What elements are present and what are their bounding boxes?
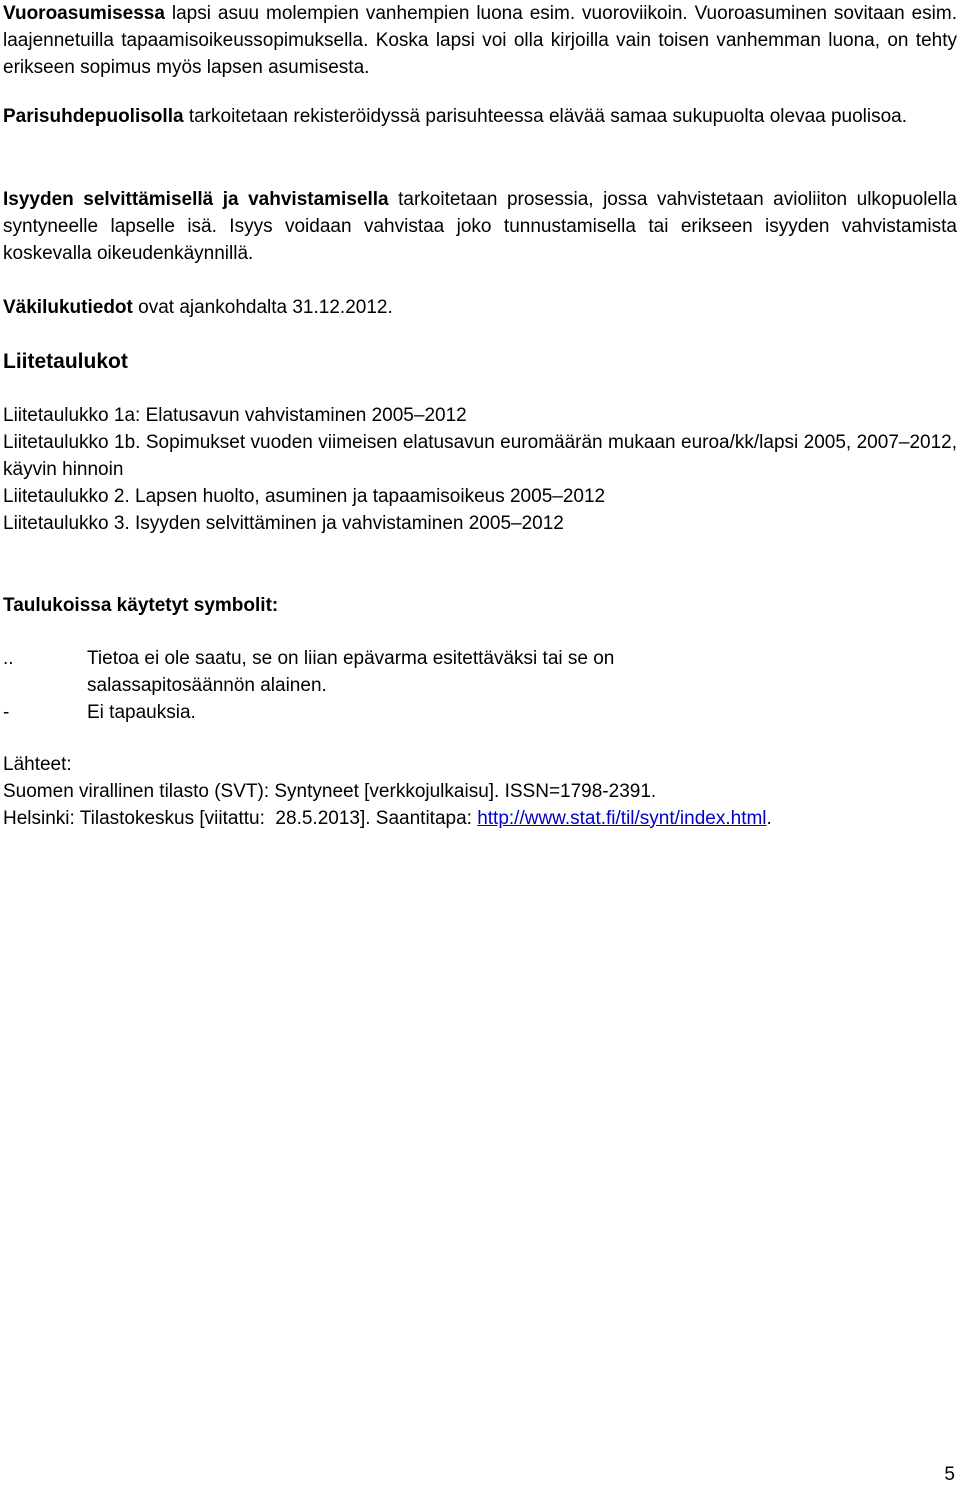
- term-parisuhdepuolisolla: Parisuhdepuolisolla: [3, 106, 184, 127]
- definition-vakiluku: [3, 294, 957, 321]
- definition-text: ovat ajankohdalta 31.12.2012.: [132, 297, 393, 318]
- appendix-item-3: Liitetaulukko 3. Isyyden selvittäminen ja vahvistaminen 2005–2012: [3, 513, 564, 534]
- appendix-table-list: [3, 402, 957, 537]
- source-url-link[interactable]: http://www.stat.fi/til/synt/index.html: [477, 808, 767, 829]
- appendix-heading: Liitetaulukot: [3, 350, 128, 373]
- sources-line-2-prefix: Helsinki: Tilastokeskus [viitattu: 28.5.2013]. Saantitapa:: [3, 808, 478, 829]
- appendix-item-1a: Liitetaulukko 1a: Elatusavun vahvistaminen 2005–2012: [3, 405, 467, 426]
- sources-line-1: Suomen virallinen tilasto (SVT): Syntyneet [verkkojulkaisu]. ISSN=1798-2391.: [3, 781, 657, 802]
- symbols-list: [3, 645, 957, 726]
- term-vakilukutiedot: Väkilukutiedot: [3, 297, 133, 318]
- sources-line-2: [3, 805, 957, 832]
- symbol-key: ..: [3, 648, 14, 669]
- definition-text: lapsi asuu molempien vanhempien luona esim. vuoroviikoin. Vuoroasuminen sovitaan esim. laajennetuilla tapaamisoikeussopimuksella. Koska lapsi voi olla kirjoilla vain toisen vanhemman luona, on tehty erikseen sopimus myös lapsen asumisesta.: [3, 3, 957, 78]
- appendix-item-2: Liitetaulukko 2. Lapsen huolto, asuminen ja tapaamisoikeus 2005–2012: [3, 486, 606, 507]
- sources-line-2-suffix: .: [766, 808, 772, 829]
- sources-label: Lähteet:: [3, 754, 72, 775]
- definition-text: tarkoitetaan prosessia, jossa vahvistetaan avioliiton ulkopuolella syntyneelle lapselle isä. Isyys voidaan vahvistaa joko tunnustamisella tai erikseen isyyden vahvistamista koskevalla oikeudenkäynnillä.: [3, 189, 957, 264]
- symbol-description: Tietoa ei ole saatu, se on liian epävarma esitettäväksi tai se on salassapitosäännön alainen.: [87, 648, 615, 696]
- symbol-row: [3, 645, 957, 699]
- definition-parisuhdepuoliso: [3, 103, 957, 130]
- page-number: 5: [944, 1464, 955, 1485]
- sources-block: [3, 751, 957, 832]
- term-isyyden-selvittaminen: Isyyden selvittämisellä ja vahvistamisella: [3, 189, 389, 210]
- definition-text: tarkoitetaan rekisteröidyssä parisuhteessa elävää samaa sukupuolta olevaa puolisoa.: [183, 106, 908, 127]
- symbol-row: [3, 699, 957, 726]
- symbol-description: Ei tapauksia.: [87, 702, 196, 723]
- term-vuoroasumisessa: Vuoroasumisessa: [3, 3, 165, 24]
- appendix-item-1b: Liitetaulukko 1b. Sopimukset vuoden viimeisen elatusavun euromäärän mukaan euroa/kk/lapsi 2005, 2007–2012, käyvin hinnoin: [3, 432, 957, 480]
- definition-vuoroasuminen: [3, 0, 957, 81]
- symbol-key: -: [3, 702, 10, 723]
- definition-isyys: [3, 186, 957, 267]
- symbols-heading: Taulukoissa käytetyt symbolit:: [3, 595, 279, 616]
